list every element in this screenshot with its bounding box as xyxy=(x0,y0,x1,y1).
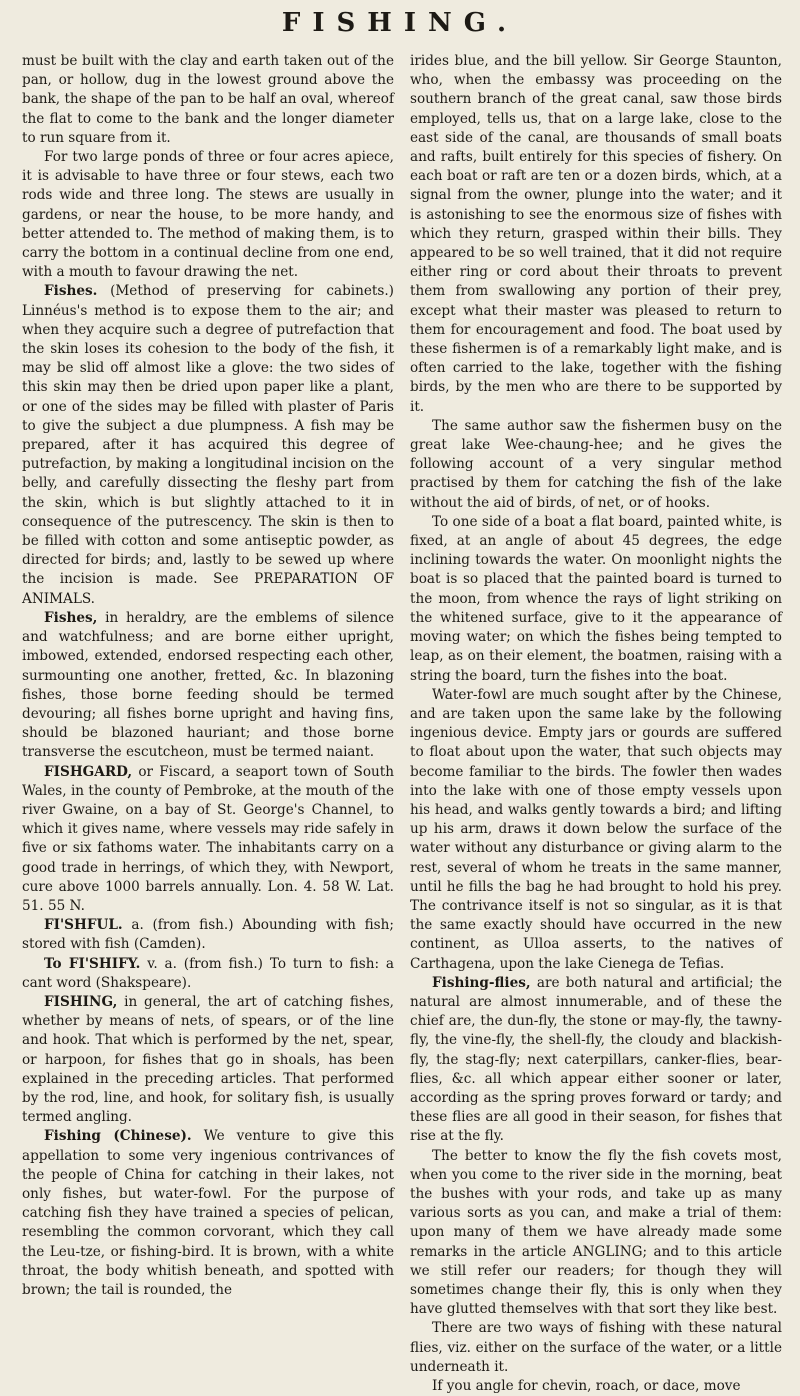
entry-headword: Fishing-flies, xyxy=(432,974,531,991)
left-column xyxy=(22,52,394,1322)
paragraph-text: in general, the art of catching fishes, whether by means of nets, of spears, or of the line and hook. That which is performed by the net, spear, or harpoon, for fishes that go in shoals, has been explained in the preceding articles. That performed by the rod, line, and hook, for solitary fish, is usually termed angling. xyxy=(22,993,394,1126)
running-head: FISHING. xyxy=(281,8,519,38)
paragraph-text: must be built with the clay and earth taken out of the pan, or hollow, dug in the lowest ground above the bank, the shape of the pan to be half an oval, whereof the flat to come to the bank and the longer diameter to run square from it. xyxy=(22,53,394,146)
paragraph xyxy=(22,609,394,763)
paragraph-text: irides blue, and the bill yellow. Sir George Staunton, who, when the embassy was proceeding on the southern branch of the great canal, saw those birds employed, tells us, that on a large lake, close to the east side of the canal, are thousands of small boats and rafts, built entirely for this species of fishery. On each boat or raft are ten or a dozen birds, which, at a signal from the owner, plunge into the water; and it is astonishing to see the enormous size of fishes with which they return, grasped within their bills. They appeared to be so well trained, that it did not require either ring or cord about their throats to prevent them from swallowing any portion of their prey, except what their master was pleased to return to them for encouragement and food. The boat used by these fishermen is of a remarkably light make, and is often carried to the lake, together with the fishing birds, by the men who are there to be supported by it. xyxy=(410,53,782,415)
paragraph xyxy=(22,955,394,993)
paragraph xyxy=(410,513,782,686)
entry-headword: FISHING, xyxy=(44,993,118,1010)
paragraph-text: or Fiscard, a seaport town of South Wales, in the county of Pembroke, at the mouth of the river Gwaine, on a bay of St. George's Channel, to which it gives name, where vessels may ride safely in five or six fathoms water. The inhabitants carry on a good trade in herrings, of which they, with Newport, cure above 1000 barrels annually. Lon. 4. 58 W. Lat. 51. 55 N. xyxy=(22,763,395,914)
entry-headword: FI'SHFUL. xyxy=(44,917,123,934)
paragraph-text: We venture to give this appellation to some very ingenious contrivances of the people of China for catching in their lakes, not only fishes, but water-fowl. For the purpose of catching fish they have trained a species of pelican, resembling the common corvorant, which they call the Leu-tze, or fishing-bird. It is brown, with a white throat, the body whitish beneath, and spotted with brown; the tail is rounded, the xyxy=(22,1128,394,1298)
paragraph xyxy=(22,1127,394,1300)
paragraph xyxy=(22,52,394,148)
paragraph-text: To one side of a boat a flat board, painted white, is fixed, at an angle of about 45 degrees, the edge inclining towards the water. On moonlight nights the boat is so placed that the painted board is turned to the moon, from whence the rays of light striking on the whitened surface, give to it the appearance of moving water; on which the fishes being tempted to leap, as on their element, the boatmen, raising with a string the board, turn the fishes into the boat. xyxy=(410,513,782,684)
entry-headword: Fishes. xyxy=(44,283,98,300)
entry-headword: FISHGARD, xyxy=(44,763,133,780)
paragraph xyxy=(22,993,394,1127)
paragraph xyxy=(410,974,782,1147)
paragraph xyxy=(22,282,394,608)
paragraph xyxy=(410,52,782,417)
right-column xyxy=(410,52,782,1395)
paragraph xyxy=(22,763,394,917)
paragraph xyxy=(410,1319,782,1377)
paragraph-text: v. a. (from fish.) To turn to fish: a cant word (Shakspeare). xyxy=(22,955,394,991)
paragraph-text: The better to know the fly the fish covets most, when you come to the river side in the morning, beat the bushes with your rods, and take up as many various sorts as you can, and make a trial of them: upon many of them we have already made some remarks in the article ANGLING; and to this article we still refer our readers; for though they will sometimes change their fly, this is only when they have glutted themselves with that sort they like best. xyxy=(410,1147,782,1318)
paragraph-text: are both natural and artificial; the natural are almost innumerable, and of these the chief are, the dun-fly, the stone or may-fly, the tawny-fly, the vine-fly, the shell-fly, the cloudy and blackish-fly, the stag-fly; next caterpillars, canker-flies, bear-flies, &c. all which appear either sooner or later, according as the spring proves forward or tardy; and these flies are all good in their season, for fishes that rise at the fly. xyxy=(410,974,782,1145)
paragraph-text: The same author saw the fishermen busy on the great lake Wee-chaung-hee; and he gives the following account of a very singular method practised by them for catching the fish of the lake without the aid of birds, of net, or of hooks. xyxy=(410,417,782,511)
paragraph-text: There are two ways of fishing with these natural flies, viz. either on the surface of the water, or a little underneath it. xyxy=(410,1320,782,1375)
paragraph xyxy=(410,1377,782,1396)
entry-headword: Fishes, xyxy=(44,609,98,626)
paragraph-text: a. (from fish.) Abounding with fish; stored with fish (Camden). xyxy=(22,917,394,953)
paragraph-text: For two large ponds of three or four acres apiece, it is advisable to have three or four stews, each two rods wide and three long. The stews are usually in gardens, or near the house, to be more handy, and better attended to. The method of making them, is to carry the bottom in a continual decline from one end, with a mouth to favour drawing the net. xyxy=(22,149,394,281)
paragraph-text: (Method of preserving for cabinets.) Linnéus's method is to expose them to the air; and when they acquire such a degree of putrefaction that the skin loses its cohesion to the body of the fish, it may be slid off almost like a glove: the two sides of this skin may then be dried upon paper like a plant, or one of the sides may be filled with plaster of Paris to give the subject a due plumpness. A fish may be prepared, after it has acquired this degree of putrefaction, by making a longitudinal incision on the belly, and carefully dissecting the fleshy part from the skin, which is but slightly attached to it in consequence of the putrescency. The skin is then to be filled with cotton and some antiseptic powder, as directed for birds; and, lastly to be sewed up where the incision is made. See PREPARATION OF ANIMALS. xyxy=(22,283,394,607)
paragraph xyxy=(410,417,782,513)
entry-headword: To FI'SHIFY. xyxy=(44,955,141,972)
paragraph xyxy=(410,1147,782,1320)
paragraph xyxy=(22,148,394,282)
paragraph xyxy=(22,916,394,954)
paragraph xyxy=(410,686,782,974)
paragraph-text: Water-fowl are much sought after by the Chinese, and are taken upon the same lake by the following ingenious device. Empty jars or gourds are suffered to float about upon the water, that such objects may become familiar to the birds. The fowler then wades into the lake with one of those empty vessels upon his head, and walks gently towards a bird; and lifting up his arm, draws it down below the surface of the water without any disturbance or giving alarm to the rest, several of whom he treats in the same manner, until he fills the bag he had brought to hold his prey. The contrivance itself is not so singular, as it is that the same exactly should have occurred in the new continent, as Ulloa asserts, to the natives of Carthagena, upon the lake Cienega de Tefias. xyxy=(410,686,782,972)
paragraph-text: in heraldry, are the emblems of silence and watchfulness; and are borne either upright, imbowed, extended, endorsed respecting each other, surmounting one another, fretted, &c. In blazoning fishes, those borne feeding should be termed devouring; all fishes borne upright and having fins, should be blazoned hauriant; and those borne transverse the escutcheon, must be termed naiant. xyxy=(22,609,394,761)
entry-headword: Fishing (Chinese). xyxy=(44,1128,192,1145)
paragraph-text: If you angle for chevin, roach, or dace, move xyxy=(432,1378,741,1395)
